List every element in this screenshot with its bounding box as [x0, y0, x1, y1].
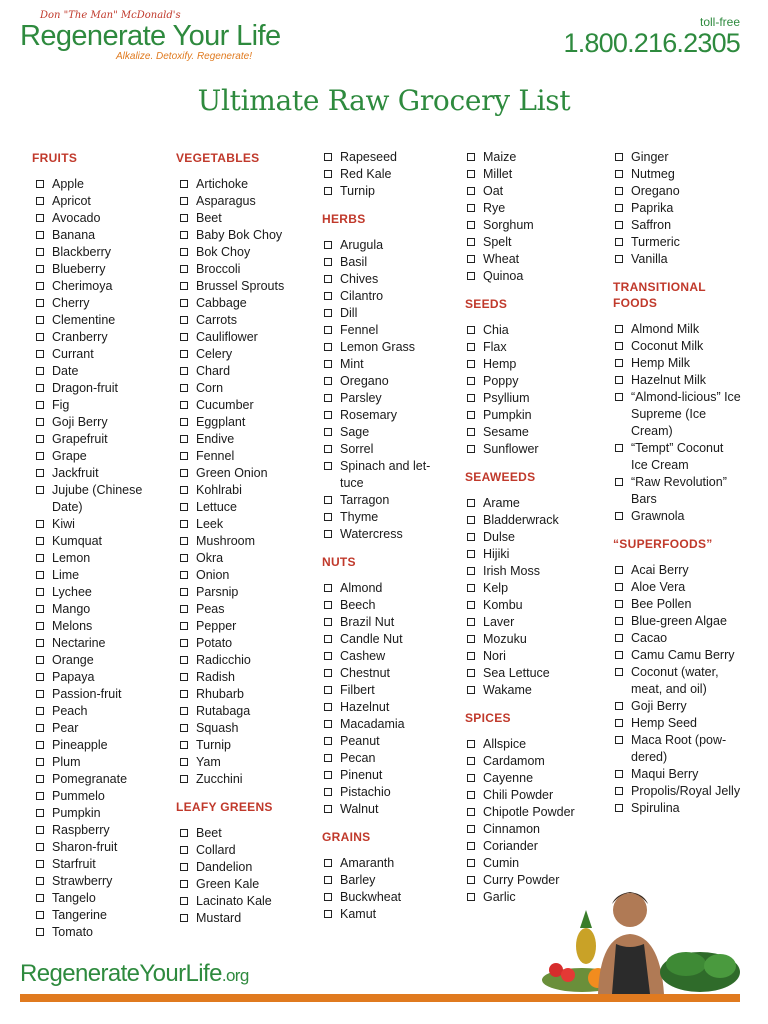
- checklist-item[interactable]: Spelt: [465, 234, 600, 251]
- checklist-item[interactable]: Cranberry: [34, 329, 164, 346]
- checklist-item[interactable]: Radicchio: [178, 652, 308, 669]
- checklist-item[interactable]: Almond Milk: [613, 321, 743, 338]
- checklist-item[interactable]: “Raw Revolution” Bars: [613, 474, 743, 508]
- checklist: [178, 176, 308, 788]
- checklist-item[interactable]: Spinach and let-tuce: [322, 458, 452, 492]
- checklist-item[interactable]: Pepper: [178, 618, 308, 635]
- tollfree-label: toll-free: [699, 15, 740, 29]
- checklist-item[interactable]: Blue-green Algae: [613, 613, 743, 630]
- checklist-item[interactable]: Cabbage: [178, 295, 308, 312]
- checklist-item[interactable]: Green Onion: [178, 465, 308, 482]
- checklist-item[interactable]: Bladderwrack: [465, 512, 600, 529]
- checklist-item[interactable]: Oregano: [613, 183, 743, 200]
- checklist-item[interactable]: Celery: [178, 346, 308, 363]
- checklist-item[interactable]: Millet: [465, 166, 600, 183]
- checklist-item[interactable]: Spirulina: [613, 800, 743, 817]
- checklist-item[interactable]: Date: [34, 363, 164, 380]
- checklist-item[interactable]: Filbert: [322, 682, 452, 699]
- checklist-item[interactable]: Yam: [178, 754, 308, 771]
- checklist: [465, 322, 600, 458]
- checklist-item[interactable]: Baby Bok Choy: [178, 227, 308, 244]
- checklist-item[interactable]: Flax: [465, 339, 600, 356]
- checklist-item[interactable]: Mango: [34, 601, 164, 618]
- checklist-item[interactable]: Buckwheat: [322, 889, 452, 906]
- checklist-item[interactable]: Turnip: [178, 737, 308, 754]
- section: [613, 149, 743, 268]
- checklist-item[interactable]: Mint: [322, 356, 452, 373]
- checklist-item[interactable]: Irish Moss: [465, 563, 600, 580]
- checklist-item[interactable]: Dragon-fruit: [34, 380, 164, 397]
- checklist: [322, 580, 452, 818]
- checklist-item[interactable]: Sea Lettuce: [465, 665, 600, 682]
- checklist-item[interactable]: Coriander: [465, 838, 600, 855]
- checklist-item[interactable]: Melons: [34, 618, 164, 635]
- checklist-item[interactable]: Okra: [178, 550, 308, 567]
- checklist-item[interactable]: Endive: [178, 431, 308, 448]
- section: [34, 150, 164, 941]
- checklist: [322, 237, 452, 543]
- checklist-item[interactable]: Bok Choy: [178, 244, 308, 261]
- checklist-item[interactable]: Cauliflower: [178, 329, 308, 346]
- checklist-item[interactable]: Pear: [34, 720, 164, 737]
- checklist-item[interactable]: Thyme: [322, 509, 452, 526]
- section: [465, 296, 600, 458]
- checklist-item[interactable]: Kamut: [322, 906, 452, 923]
- checklist-item[interactable]: Aloe Vera: [613, 579, 743, 596]
- section-title: “SUPERFOODS”: [613, 537, 713, 551]
- checklist-item[interactable]: Hemp Seed: [613, 715, 743, 732]
- checklist-item[interactable]: “Tempt” Coconut Ice Cream: [613, 440, 743, 474]
- section: [322, 554, 452, 818]
- checklist-item[interactable]: Apricot: [34, 193, 164, 210]
- checklist-item[interactable]: Currant: [34, 346, 164, 363]
- section: [322, 149, 452, 200]
- checklist-item[interactable]: Pomegranate: [34, 771, 164, 788]
- checklist-item[interactable]: Strawberry: [34, 873, 164, 890]
- checklist-item[interactable]: Passion-fruit: [34, 686, 164, 703]
- checklist-item[interactable]: Wakame: [465, 682, 600, 699]
- checklist-item[interactable]: Cashew: [322, 648, 452, 665]
- checklist-item[interactable]: Pummelo: [34, 788, 164, 805]
- section-title: HERBS: [322, 212, 366, 226]
- footer-brand-tld: .org: [221, 966, 249, 985]
- checklist-item[interactable]: Chestnut: [322, 665, 452, 682]
- footer-bar: [20, 994, 740, 1002]
- checklist-item[interactable]: Lacinato Kale: [178, 893, 308, 910]
- checklist: [613, 149, 743, 268]
- checklist-item[interactable]: Goji Berry: [34, 414, 164, 431]
- section-title: SEEDS: [465, 297, 508, 311]
- checklist-item[interactable]: Fennel: [178, 448, 308, 465]
- checklist-item[interactable]: “Almond-licious” Ice Supreme (Ice Cream): [613, 389, 743, 440]
- checklist-item[interactable]: Coconut (water, meat, and oil): [613, 664, 743, 698]
- checklist-item[interactable]: Nutmeg: [613, 166, 743, 183]
- checklist-item[interactable]: Hazelnut: [322, 699, 452, 716]
- checklist: [465, 149, 600, 285]
- checklist-item[interactable]: Corn: [178, 380, 308, 397]
- checklist-item[interactable]: Beech: [322, 597, 452, 614]
- pineapple-icon: [576, 928, 596, 964]
- checklist-item[interactable]: Sunflower: [465, 441, 600, 458]
- checklist-item[interactable]: Basil: [322, 254, 452, 271]
- checklist-item[interactable]: Paprika: [613, 200, 743, 217]
- checklist-item[interactable]: Maca Root (pow-dered): [613, 732, 743, 766]
- page-title: Ultimate Raw Grocery List: [197, 84, 571, 117]
- checklist-item[interactable]: Propolis/Royal Jelly: [613, 783, 743, 800]
- logo-brand-name: Regenerate Your Life: [20, 20, 281, 52]
- checklist-item[interactable]: Arugula: [322, 237, 452, 254]
- checklist-item[interactable]: Beet: [178, 825, 308, 842]
- checklist-item[interactable]: Cayenne: [465, 770, 600, 787]
- checklist-item[interactable]: Cherry: [34, 295, 164, 312]
- checklist-item[interactable]: Avocado: [34, 210, 164, 227]
- checklist: [465, 495, 600, 699]
- checklist-item[interactable]: Squash: [178, 720, 308, 737]
- checklist-item[interactable]: Broccoli: [178, 261, 308, 278]
- checklist-item[interactable]: Saffron: [613, 217, 743, 234]
- checklist-item[interactable]: Green Kale: [178, 876, 308, 893]
- checklist-item[interactable]: Chives: [322, 271, 452, 288]
- checklist-item[interactable]: Laver: [465, 614, 600, 631]
- checklist-item[interactable]: Sorrel: [322, 441, 452, 458]
- checklist-item[interactable]: Vanilla: [613, 251, 743, 268]
- section: [465, 149, 600, 285]
- checklist-item[interactable]: Banana: [34, 227, 164, 244]
- checklist-item[interactable]: Zucchini: [178, 771, 308, 788]
- section: [465, 710, 600, 906]
- checklist-item[interactable]: Tarragon: [322, 492, 452, 509]
- phone-block: [564, 15, 740, 57]
- checklist-item[interactable]: Dulse: [465, 529, 600, 546]
- logo-slogan: Alkalize. Detoxify. Regenerate!: [116, 51, 252, 62]
- phone-number: 1.800.216.2305: [563, 28, 740, 58]
- checklist-item[interactable]: Oregano: [322, 373, 452, 390]
- checklist-item[interactable]: Hijiki: [465, 546, 600, 563]
- checklist-item[interactable]: Pinenut: [322, 767, 452, 784]
- checklist-item[interactable]: Camu Camu Berry: [613, 647, 743, 664]
- checklist-item[interactable]: Candle Nut: [322, 631, 452, 648]
- checklist-item[interactable]: Lettuce: [178, 499, 308, 516]
- checklist-item[interactable]: Coconut Milk: [613, 338, 743, 355]
- checklist-item[interactable]: Kombu: [465, 597, 600, 614]
- checklist: [613, 321, 743, 525]
- checklist-item[interactable]: Nori: [465, 648, 600, 665]
- section-title: VEGETABLES: [176, 151, 260, 165]
- checklist-item[interactable]: Cacao: [613, 630, 743, 647]
- checklist-item[interactable]: Starfruit: [34, 856, 164, 873]
- checklist-item[interactable]: Rye: [465, 200, 600, 217]
- checklist-item[interactable]: Barley: [322, 872, 452, 889]
- checklist-item[interactable]: Chili Powder: [465, 787, 600, 804]
- column-1: [34, 149, 164, 952]
- checklist-item[interactable]: Hemp Milk: [613, 355, 743, 372]
- checklist-item[interactable]: Pistachio: [322, 784, 452, 801]
- section: [613, 536, 743, 817]
- checklist-item[interactable]: Parsley: [322, 390, 452, 407]
- checklist-item[interactable]: Almond: [322, 580, 452, 597]
- checklist-item[interactable]: Brussel Sprouts: [178, 278, 308, 295]
- checklist-item[interactable]: Potato: [178, 635, 308, 652]
- checklist-item[interactable]: Mustard: [178, 910, 308, 927]
- checklist-item[interactable]: Goji Berry: [613, 698, 743, 715]
- checklist-item[interactable]: Poppy: [465, 373, 600, 390]
- checklist-item[interactable]: Radish: [178, 669, 308, 686]
- checklist-item[interactable]: Tangerine: [34, 907, 164, 924]
- checklist-item[interactable]: Asparagus: [178, 193, 308, 210]
- brand-logo: [20, 10, 281, 63]
- section-title: LEAFY GREENS: [176, 800, 273, 814]
- checklist-item[interactable]: Hazelnut Milk: [613, 372, 743, 389]
- checklist-item[interactable]: Watercress: [322, 526, 452, 543]
- checklist-item[interactable]: Mushroom: [178, 533, 308, 550]
- checklist-item[interactable]: Mozuku: [465, 631, 600, 648]
- checklist-item[interactable]: Kumquat: [34, 533, 164, 550]
- section: [465, 469, 600, 699]
- checklist-item[interactable]: Chia: [465, 322, 600, 339]
- checklist-item[interactable]: Carrots: [178, 312, 308, 329]
- checklist-item[interactable]: Curry Powder: [465, 872, 600, 889]
- checklist-item[interactable]: Amaranth: [322, 855, 452, 872]
- checklist-item[interactable]: Tomato: [34, 924, 164, 941]
- checklist-item[interactable]: Chard: [178, 363, 308, 380]
- footer-brand: [20, 960, 249, 988]
- checklist-item[interactable]: Red Kale: [322, 166, 452, 183]
- tomato-icon: [549, 963, 563, 977]
- checklist: [613, 562, 743, 817]
- checklist-item[interactable]: Cherimoya: [34, 278, 164, 295]
- man-head: [613, 893, 647, 927]
- checklist-item[interactable]: Rosemary: [322, 407, 452, 424]
- checklist-item[interactable]: Bee Pollen: [613, 596, 743, 613]
- checklist: [178, 825, 308, 927]
- checklist-item[interactable]: Papaya: [34, 669, 164, 686]
- checklist-item[interactable]: Beet: [178, 210, 308, 227]
- checklist-item[interactable]: Leek: [178, 516, 308, 533]
- checklist-item[interactable]: Blackberry: [34, 244, 164, 261]
- checklist-item[interactable]: Macadamia: [322, 716, 452, 733]
- checklist-item[interactable]: Kiwi: [34, 516, 164, 533]
- section-title: SEAWEEDS: [465, 470, 536, 484]
- apple-icon: [561, 968, 575, 982]
- checklist-item[interactable]: Brazil Nut: [322, 614, 452, 631]
- section-title: NUTS: [322, 555, 356, 569]
- checklist-item[interactable]: Cinnamon: [465, 821, 600, 838]
- checklist-item[interactable]: Rutabaga: [178, 703, 308, 720]
- checklist-item[interactable]: Jackfruit: [34, 465, 164, 482]
- pineapple-leaves-icon: [580, 910, 592, 928]
- checklist-item[interactable]: Dill: [322, 305, 452, 322]
- checklist-item[interactable]: Cumin: [465, 855, 600, 872]
- checklist-item[interactable]: Eggplant: [178, 414, 308, 431]
- checklist-item[interactable]: Chipotle Powder: [465, 804, 600, 821]
- checklist-item[interactable]: Apple: [34, 176, 164, 193]
- section-title: TRANSITIONAL FOODS: [613, 280, 706, 310]
- checklist-item[interactable]: Orange: [34, 652, 164, 669]
- produce-photo: [540, 880, 740, 994]
- checklist-item[interactable]: Ginger: [613, 149, 743, 166]
- checklist-item[interactable]: Maize: [465, 149, 600, 166]
- checklist-item[interactable]: Jujube (Chinese Date): [34, 482, 164, 516]
- checklist-item[interactable]: Allspice: [465, 736, 600, 753]
- checklist-item[interactable]: Quinoa: [465, 268, 600, 285]
- checklist-item[interactable]: Pineapple: [34, 737, 164, 754]
- checklist-item[interactable]: Fennel: [322, 322, 452, 339]
- checklist-item[interactable]: Garlic: [465, 889, 600, 906]
- checklist-item[interactable]: Peanut: [322, 733, 452, 750]
- checklist-item[interactable]: Hemp: [465, 356, 600, 373]
- checklist-item[interactable]: Rapeseed: [322, 149, 452, 166]
- checklist-item[interactable]: Kohlrabi: [178, 482, 308, 499]
- checklist-item[interactable]: Pumpkin: [465, 407, 600, 424]
- checklist-item[interactable]: Pumpkin: [34, 805, 164, 822]
- section: [178, 150, 308, 788]
- checklist-item[interactable]: Grape: [34, 448, 164, 465]
- checklist-item[interactable]: Sorghum: [465, 217, 600, 234]
- checklist-item[interactable]: Maqui Berry: [613, 766, 743, 783]
- column-2: [178, 149, 308, 938]
- checklist-item[interactable]: Collard: [178, 842, 308, 859]
- checklist-item[interactable]: Wheat: [465, 251, 600, 268]
- section: [322, 211, 452, 543]
- checklist-item[interactable]: Tangelo: [34, 890, 164, 907]
- checklist-item[interactable]: Peach: [34, 703, 164, 720]
- checklist: [322, 855, 452, 923]
- checklist-item[interactable]: Arame: [465, 495, 600, 512]
- checklist-item[interactable]: Acai Berry: [613, 562, 743, 579]
- checklist-item[interactable]: Fig: [34, 397, 164, 414]
- section: [613, 279, 743, 525]
- checklist-item[interactable]: Sage: [322, 424, 452, 441]
- checklist-item[interactable]: Rhubarb: [178, 686, 308, 703]
- checklist: [322, 149, 452, 200]
- checklist-item[interactable]: Artichoke: [178, 176, 308, 193]
- section-title: GRAINS: [322, 830, 371, 844]
- checklist-item[interactable]: Walnut: [322, 801, 452, 818]
- checklist-item[interactable]: Plum: [34, 754, 164, 771]
- checklist-item[interactable]: Grapefruit: [34, 431, 164, 448]
- checklist-item[interactable]: Onion: [178, 567, 308, 584]
- checklist-item[interactable]: Turmeric: [613, 234, 743, 251]
- column-3: [322, 149, 452, 934]
- column-5: [613, 149, 743, 828]
- checklist-item[interactable]: Dandelion: [178, 859, 308, 876]
- checklist-item[interactable]: Pecan: [322, 750, 452, 767]
- checklist-item[interactable]: Parsnip: [178, 584, 308, 601]
- checklist-item[interactable]: Cucumber: [178, 397, 308, 414]
- checklist-item[interactable]: Blueberry: [34, 261, 164, 278]
- checklist-item[interactable]: Lychee: [34, 584, 164, 601]
- logo-tagline: Don "The Man" McDonald's: [40, 10, 181, 21]
- tank-top: [612, 944, 650, 994]
- checklist-item[interactable]: Raspberry: [34, 822, 164, 839]
- checklist-item[interactable]: Lemon Grass: [322, 339, 452, 356]
- checklist-item[interactable]: Nectarine: [34, 635, 164, 652]
- checklist-item[interactable]: Clementine: [34, 312, 164, 329]
- checklist-item[interactable]: Peas: [178, 601, 308, 618]
- checklist-item[interactable]: Kelp: [465, 580, 600, 597]
- section-title: FRUITS: [32, 151, 78, 165]
- checklist-item[interactable]: Sesame: [465, 424, 600, 441]
- section: [322, 829, 452, 923]
- checklist-item[interactable]: Cardamom: [465, 753, 600, 770]
- checklist-item[interactable]: Sharon-fruit: [34, 839, 164, 856]
- checklist-item[interactable]: Grawnola: [613, 508, 743, 525]
- checklist-item[interactable]: Cilantro: [322, 288, 452, 305]
- checklist-item[interactable]: Psyllium: [465, 390, 600, 407]
- checklist: [34, 176, 164, 941]
- footer-brand-name: RegenerateYourLife: [20, 960, 222, 987]
- checklist-item[interactable]: Oat: [465, 183, 600, 200]
- column-4: [465, 149, 600, 917]
- checklist-item[interactable]: Turnip: [322, 183, 452, 200]
- section: [178, 799, 308, 927]
- checklist-item[interactable]: Lime: [34, 567, 164, 584]
- section-title: SPICES: [465, 711, 511, 725]
- checklist-item[interactable]: Lemon: [34, 550, 164, 567]
